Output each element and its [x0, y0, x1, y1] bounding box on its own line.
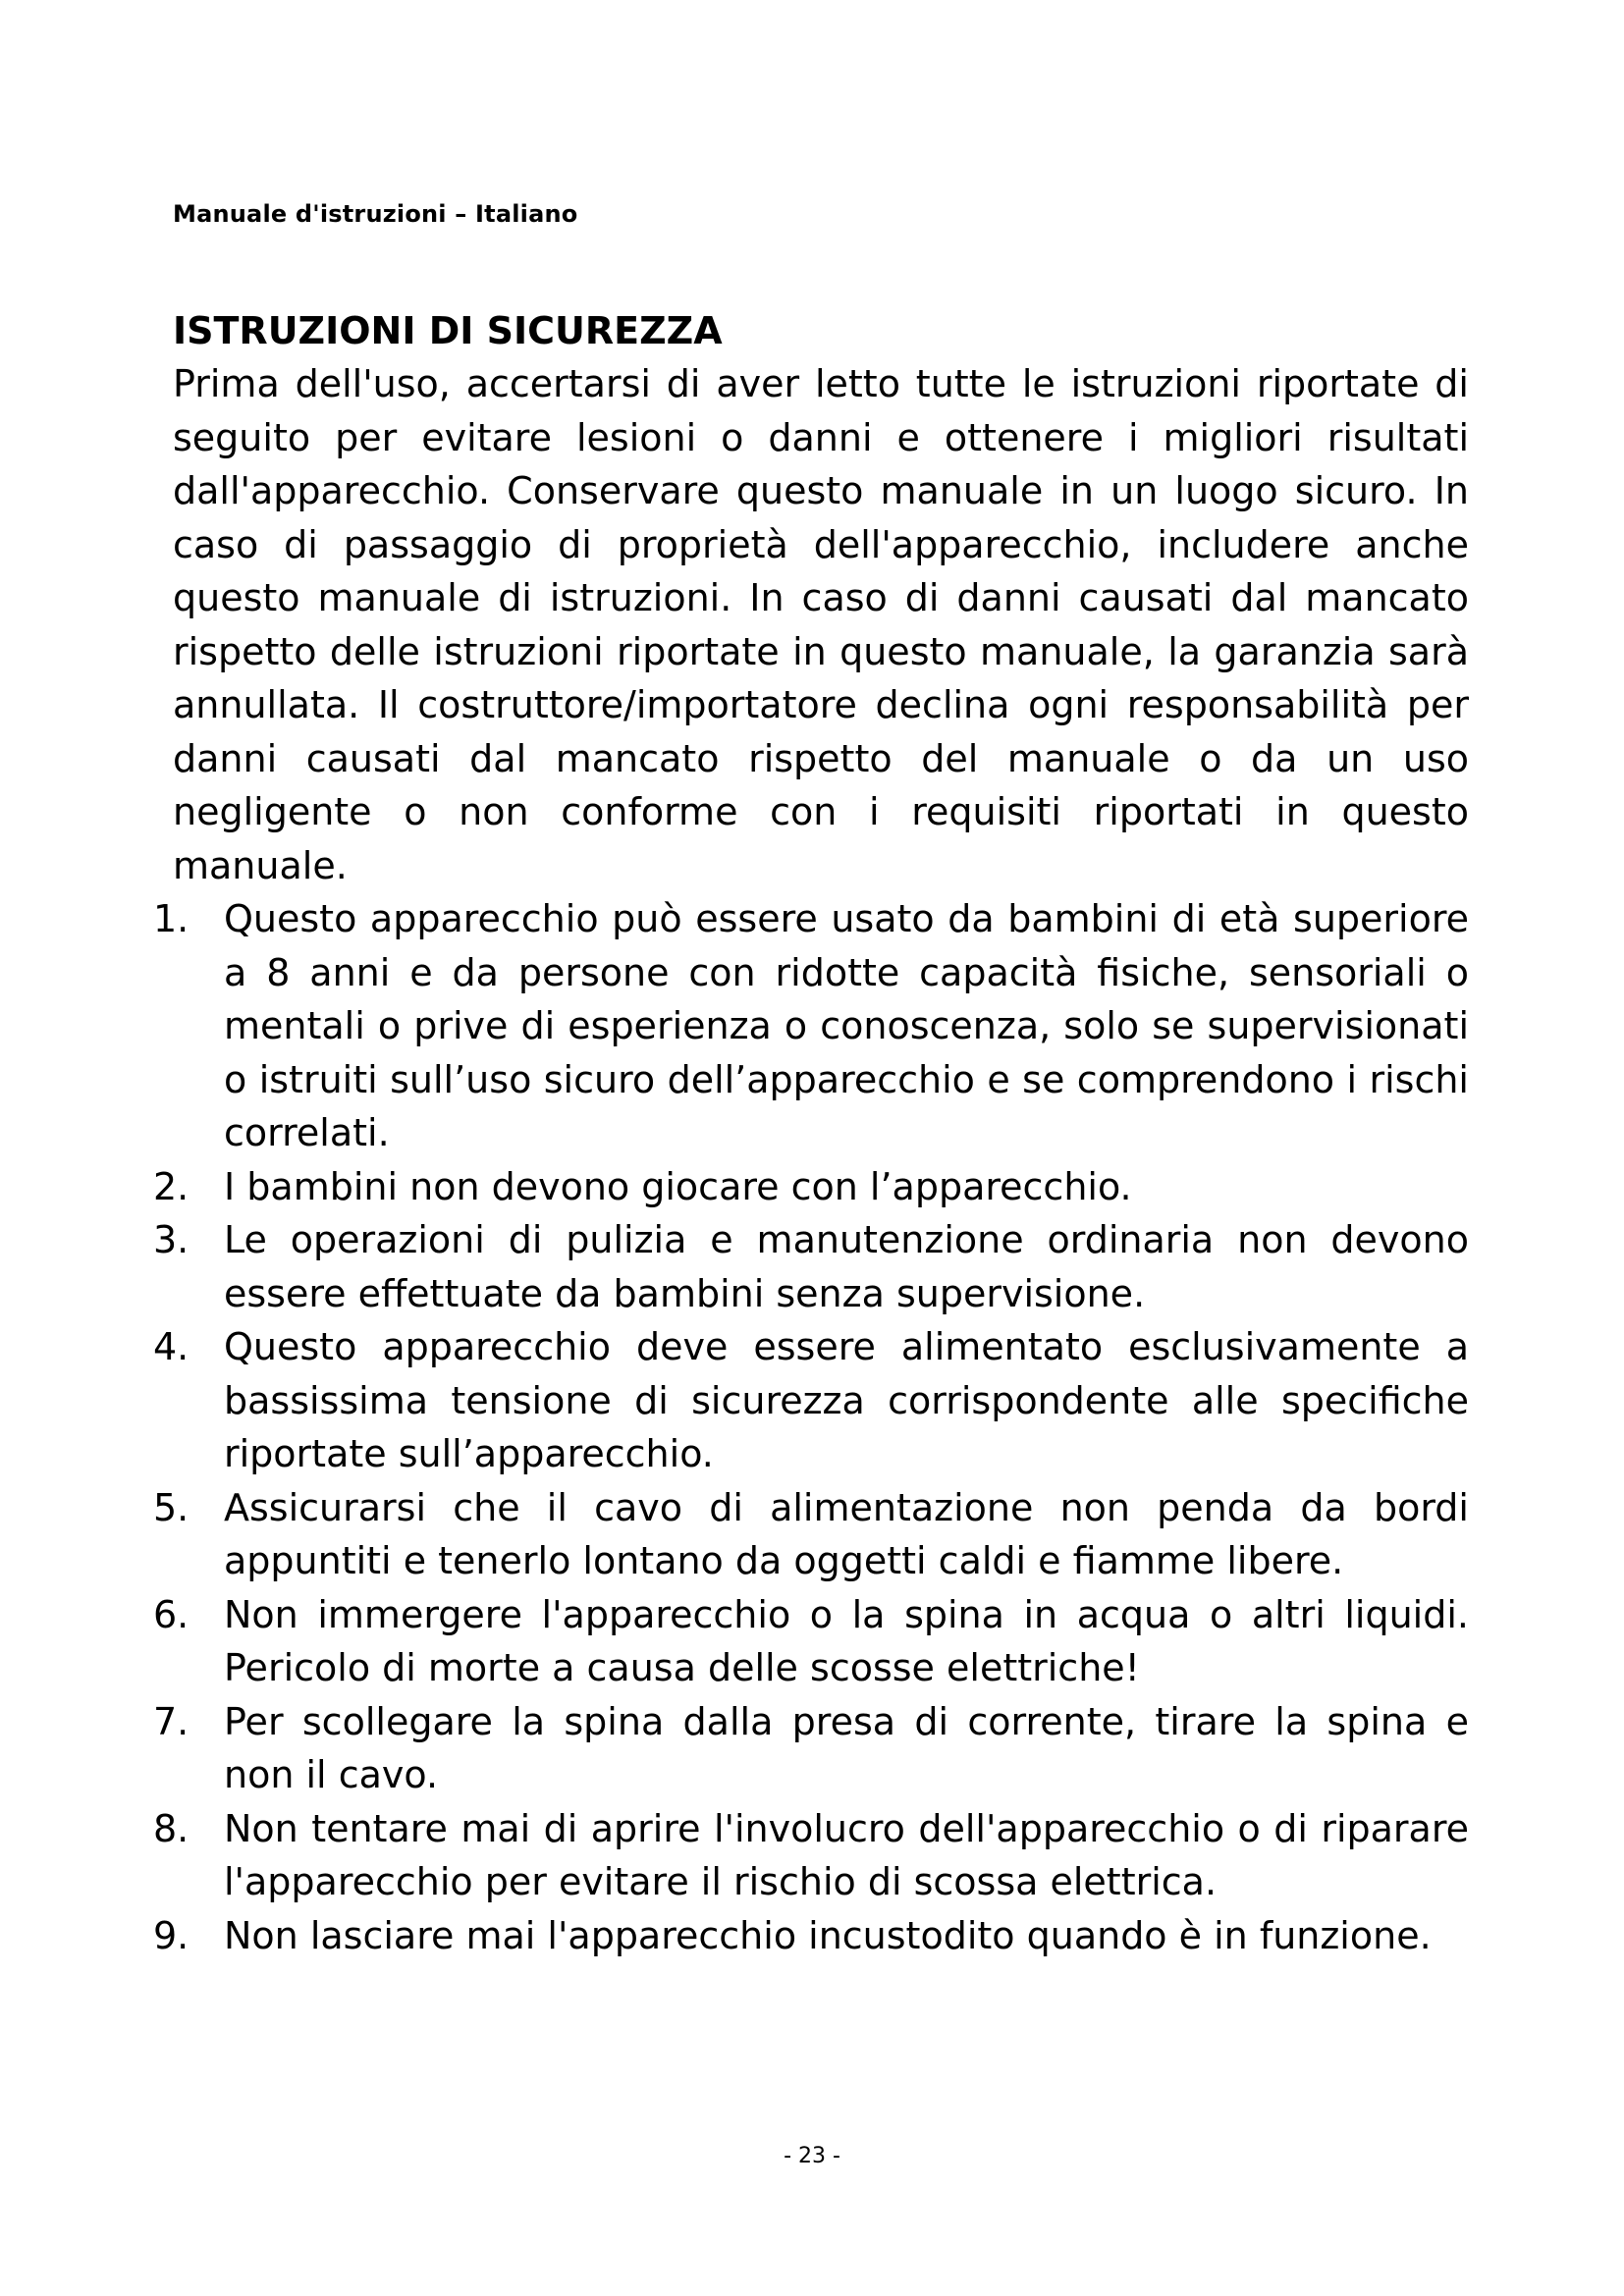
- list-item-number: 9.: [153, 1913, 189, 1957]
- page-number: - 23 -: [784, 2144, 840, 2168]
- intro-paragraph: Prima dell'uso, accertarsi di aver letto tutte le istruzioni riportate di seguito per evitare lesioni o danni e ottenere i migliori risultati dall'apparecchio. Conservare questo manuale in un luogo sicuro. In caso di passaggio di proprietà dell'apparecchio, includere anche questo manuale di istruzioni. In caso di danni causati dal mancato rispetto delle istruzioni riportate in questo manuale, la garanzia sarà annullata. Il costruttore/importatore declina ogni responsabilità per danni causati dal mancato rispetto del manuale o da un uso negligente o non conforme con i requisiti riportati in questo manuale.: [173, 362, 1469, 887]
- list-item-text: Non lasciare mai l'apparecchio incustodito quando è in funzione.: [224, 1913, 1432, 1957]
- list-item-text: Non immergere l'apparecchio o la spina in acqua o altri liquidi. Pericolo di morte a causa delle scosse elettriche!: [224, 1592, 1469, 1689]
- list-item-text: Le operazioni di pulizia e manutenzione ordinaria non devono essere effettuate da bambini senza supervisione.: [224, 1218, 1469, 1315]
- list-item-text: I bambini non devono giocare con l’apparecchio.: [224, 1164, 1132, 1208]
- list-item-text: Assicurarsi che il cavo di alimentazione non penda da bordi appuntiti e tenerlo lontano da oggetti caldi e fiamme libere.: [224, 1485, 1469, 1582]
- section-title: ISTRUZIONI DI SICUREZZA: [173, 309, 723, 352]
- list-item: [153, 1481, 1469, 1588]
- safety-instructions-list: [153, 892, 1469, 1962]
- list-item-number: 7.: [153, 1699, 189, 1743]
- list-item: [153, 1588, 1469, 1695]
- list-item-number: 3.: [153, 1218, 189, 1261]
- list-item-text: Per scollegare la spina dalla presa di corrente, tirare la spina e non il cavo.: [224, 1699, 1469, 1796]
- list-item: [153, 1160, 1469, 1214]
- list-item: [153, 1213, 1469, 1320]
- list-item: [153, 1802, 1469, 1909]
- list-item-number: 6.: [153, 1592, 189, 1636]
- content-area: [153, 304, 1469, 1962]
- list-item: [153, 1909, 1469, 1963]
- list-item: [153, 1320, 1469, 1481]
- list-item: [153, 892, 1469, 1160]
- list-item-number: 4.: [153, 1325, 189, 1368]
- list-item-number: 2.: [153, 1164, 189, 1208]
- list-item: [153, 1695, 1469, 1802]
- list-item-text: Questo apparecchio deve essere alimentato esclusivamente a bassissima tensione di sicurezza corrispondente alle specifiche riportate sull’apparecchio.: [224, 1325, 1469, 1475]
- list-item-text: Non tentare mai di aprire l'involucro dell'apparecchio o di riparare l'apparecchio per evitare il rischio di scossa elettrica.: [224, 1806, 1469, 1903]
- list-item-number: 5.: [153, 1485, 189, 1529]
- running-header: Manuale d'istruzioni – Italiano: [173, 200, 578, 228]
- list-item-text: Questo apparecchio può essere usato da bambini di età superiore a 8 anni e da persone con ridotte capacità fisiche, sensoriali o mentali o prive di esperienza o conoscenza, solo se supervisionati o istruiti sull’uso sicuro dell’apparecchio e se comprendono i rischi correlati.: [224, 897, 1469, 1154]
- list-item-number: 8.: [153, 1806, 189, 1850]
- list-item-number: 1.: [153, 897, 189, 940]
